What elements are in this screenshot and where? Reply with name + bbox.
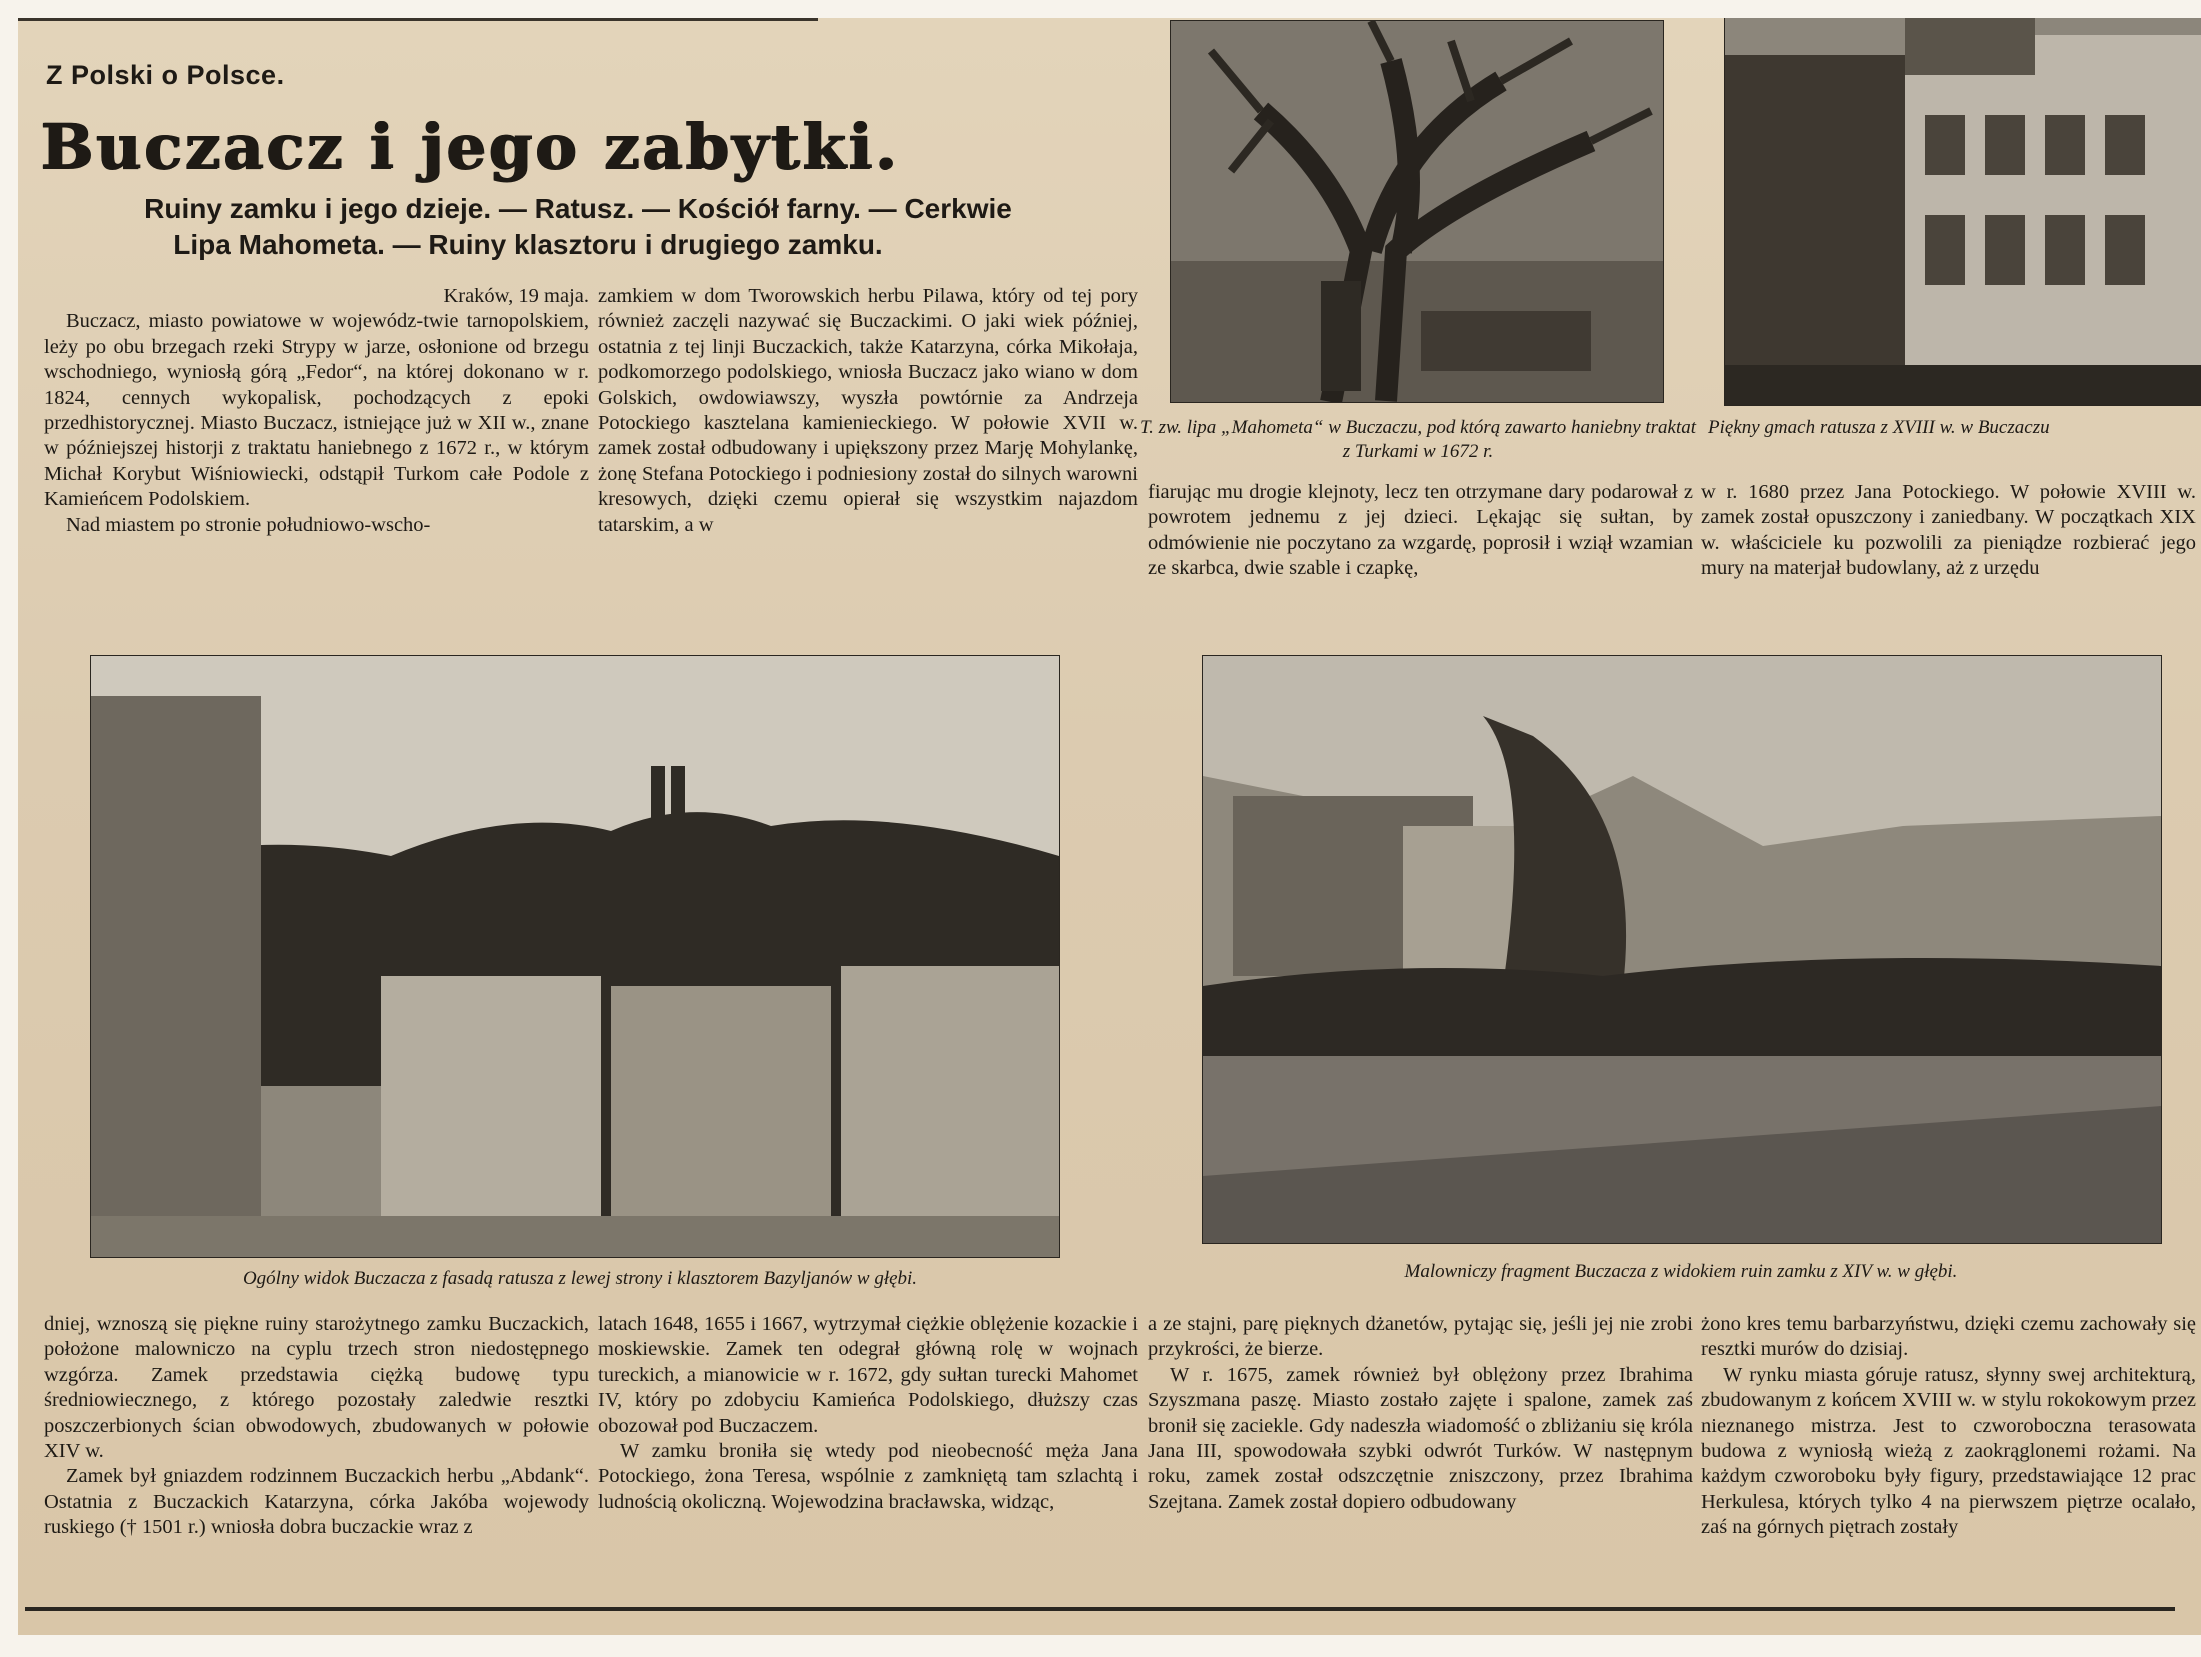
article-column-3-bottom bbox=[1148, 1312, 1693, 1622]
lipa-tree-illustration bbox=[1171, 21, 1663, 402]
paragraph: Buczacz, miasto powiatowe w wojewódz-twie tarnopolskiem, leży po obu brzegach rzeki Strypy w jarze, osłonione od brzegu wschodniego, wyniosłą górą „Fedor“, na której dokonano w r. 1824, cennych wykopalisk, pochodzących z epoki przedhistorycznej. Miasto Buczacz, istniejące już w XII w., znane w późniejszej historji z traktatu haniebnego z 1672 r., w którym Michał Korybut Wiśniowiecki, odstąpił Turkom całe Podole z Kamieńcem Podolskiem. bbox=[44, 310, 589, 511]
paragraph: fiarując mu drogie klejnoty, lecz ten otrzymane dary podarował z powrotem jednemu z jej dzieci. Lękając się sułtan, by odmówienie nie poczytano za wzgardę, poprosił i wziął wzamian ze skarbca, dwie szable i czapkę, bbox=[1148, 481, 1693, 580]
photo-ratusz bbox=[1724, 18, 2201, 406]
headline: Buczacz i jego zabytki. bbox=[40, 110, 899, 183]
river-ruins-illustration bbox=[1203, 656, 2161, 1243]
caption-lipa: T. zw. lipa „Mahometa“ w Buczaczu, pod którą zawarto haniebny traktat z Turkami w 1672 r. bbox=[1139, 417, 1697, 462]
caption-malowniczy: Malowniczy fragment Buczacza z widokiem ruin zamku z XIV w. w głębi. bbox=[1404, 1261, 1958, 1282]
paragraph: Zamek był gniazdem rodzinnem Buczackich herbu „Abdank“. Ostatnia z Buczackich Katarzyna, córka Jakóba wojewody ruskiego († 1501 r.) wniosła dobra buczackie wraz z bbox=[44, 1465, 589, 1539]
ratusz-building-illustration bbox=[1725, 18, 2201, 405]
article-column-3-top bbox=[1148, 480, 1693, 630]
subtitle-line-2: Lipa Mahometa. — Ruiny klasztoru i drugiego zamku. bbox=[173, 229, 883, 260]
dateline: Kraków, 19 maja. bbox=[443, 285, 589, 307]
bottom-rule bbox=[25, 1607, 2175, 1611]
article-column-1-bottom bbox=[44, 1312, 589, 1622]
paragraph: Nad miastem po stronie południowo-wscho- bbox=[66, 513, 431, 536]
caption-ratusz: Piękny gmach ratusza z XVIII w. w Buczaczu bbox=[1708, 417, 2050, 438]
paragraph: a ze stajni, parę pięknych dżanetów, pytając się, jeśli jej nie zrobi przykrości, że bierze. bbox=[1148, 1313, 1693, 1361]
newspaper-page bbox=[18, 18, 2201, 1635]
photo-ogolny-widok bbox=[90, 655, 1060, 1258]
paragraph: W r. 1675, zamek również był oblężony przez Ibrahima Szyszmana paszę. Miasto zostało zajęte i spalone, zamek zaś bronił się zaciekle. Gdy nadeszła wiadomość o zbliżaniu się króla Jana III, spowodowała szybki odwrót Turków. W następnym roku, zamek został odszczętnie zniszczony, przez Ibrahima Szejtana. Zamek został dopiero odbudowany bbox=[1148, 1363, 1693, 1513]
paragraph: w r. 1680 przez Jana Potockiego. W połowie XVIII w. zamek został opuszczony i zaniedbany. W początkach XIX w. właściciele ku pozwolili za pieniądze rozbierać jego mury na materjał budowlany, aż z urzędu bbox=[1701, 481, 2196, 580]
paragraph: dniej, wznoszą się piękne ruiny starożytnego zamku Buczackich, położone malowniczo na cyplu trzech stron niedostępnego wzgórza. Zamek przedstawia ciężką budowę typu średniowiecznego, z którego pozostały zaledwie resztki poszczerbionych ścian obwodowych, zbudowanych w połowie XIV w. bbox=[44, 1313, 589, 1463]
article-column-4-bottom bbox=[1701, 1312, 2196, 1622]
article-column-2-top bbox=[598, 284, 1138, 636]
top-rule bbox=[18, 18, 818, 21]
paragraph: zamkiem w dom Tworowskich herbu Pilawa, który od tej pory również zaczęli nazywać się Buczackimi. O jaki wiek później, ostatnia z tej linji Buczackich, także Katarzyna, córka Mikołaja, podkomorzego podolskiego, wniosła Buczacz jako wiano w dom Golskich, owdowiawszy, wyszła powtórnie za Andrzeja Potockiego kasztelana kamienieckiego. W połowie XVII w. zamek został odbudowany i upiększony przez Marję Mohylankę, żonę Stefana Potockiego i podniesiony został do silnych warowni kresowych, dzięki czemu opierał się wszystkim najazdom tatarskim, a w bbox=[598, 285, 1138, 536]
paragraph: latach 1648, 1655 i 1667, wytrzymał ciężkie oblężenie kozackie i moskiewskie. Zamek ten odegrał główną rolę w wojnach tureckich, a mianowicie w r. 1672, gdy sułtan turecki Mahomet IV, który po zdobyciu Kamieńca Podolskiego, dłuższy czas obozował pod Buczaczem. bbox=[598, 1313, 1138, 1437]
photo-lipa-mahometa bbox=[1170, 20, 1664, 403]
photo-malowniczy-fragment bbox=[1202, 655, 2162, 1244]
paragraph: W rynku miasta góruje ratusz, słynny swej architekturą, zbudowanym z końcem XVIII w. w stylu rokokowym przez nieznanego mistrza. Jest to czworoboczna terasowata budowa z wyniosłą wieżą z zaokrąglonemi rożami. Na każdym czworoboku były figury, przedstawiające 12 prac Herkulesa, których tylko 4 na pierwszem piętrze ocalało, zaś na górnych piętrach zostały bbox=[1701, 1363, 2196, 1539]
article-column-2-bottom bbox=[598, 1312, 1138, 1622]
article-column-4-top bbox=[1701, 480, 2196, 630]
section-kicker: Z Polski o Polsce. bbox=[46, 60, 285, 90]
town-panorama-illustration bbox=[91, 656, 1059, 1257]
paragraph: żono kres temu barbarzyństwu, dzięki czemu zachowały się resztki murów do dzisiaj. bbox=[1701, 1313, 2196, 1361]
caption-ogolny: Ogólny widok Buczacza z fasadą ratusza z lewej strony i klasztorem Bazyljanów w głębi. bbox=[242, 1268, 918, 1289]
paragraph: W zamku broniła się wtedy pod nieobecność męża Jana Potockiego, żona Teresa, wspólnie z zamkniętą tam szlachtą i ludnością okoliczną. Wojewodzina bracławska, widząc, bbox=[598, 1440, 1138, 1513]
subtitle-line-1: Ruiny zamku i jego dzieje. — Ratusz. — Kościół farny. — Cerkwie bbox=[144, 193, 1012, 224]
article-column-1-top bbox=[44, 284, 589, 636]
